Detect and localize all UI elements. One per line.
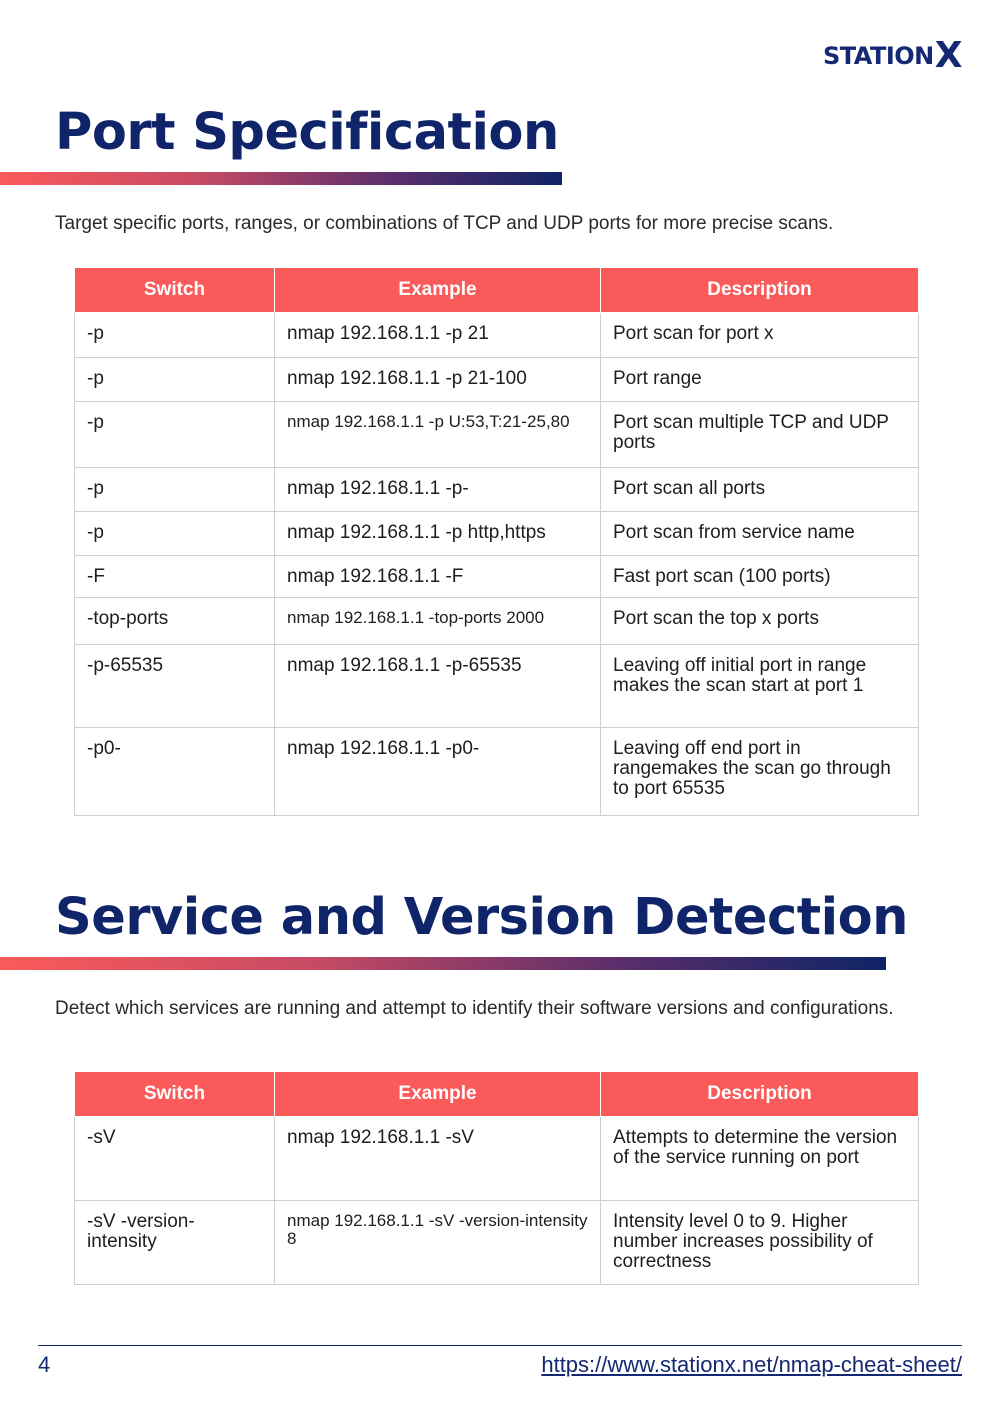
example-cell: nmap 192.168.1.1 -top-ports 2000 bbox=[275, 598, 601, 645]
service-detect-accent-bar bbox=[0, 957, 886, 970]
description-cell: Port scan multiple TCP and UDP ports bbox=[601, 402, 919, 468]
table-row bbox=[75, 358, 919, 402]
switch-cell: -p bbox=[75, 512, 275, 556]
description-cell: Port scan from service name bbox=[601, 512, 919, 556]
table-row bbox=[75, 313, 919, 358]
table-row bbox=[75, 1117, 919, 1201]
table-row bbox=[75, 402, 919, 468]
logo-x-mark: X bbox=[934, 35, 962, 76]
table-header-row bbox=[75, 1072, 919, 1117]
description-cell: Port scan for port x bbox=[601, 313, 919, 358]
footer-url-link[interactable]: https://www.stationx.net/nmap-cheat-sheet/ bbox=[541, 1352, 962, 1377]
table-row bbox=[75, 598, 919, 645]
example-cell: nmap 192.168.1.1 -p U:53,T:21-25,80 bbox=[275, 402, 601, 468]
description-cell: Port scan the top x ports bbox=[601, 598, 919, 645]
switch-cell: -p bbox=[75, 402, 275, 468]
switch-cell: -top-ports bbox=[75, 598, 275, 645]
description-cell: Attempts to determine the version of the service running on port bbox=[601, 1117, 919, 1201]
description-cell: Fast port scan (100 ports) bbox=[601, 556, 919, 598]
header-switch: Switch bbox=[75, 1072, 275, 1117]
example-cell: nmap 192.168.1.1 -sV bbox=[275, 1117, 601, 1201]
description-cell: Leaving off initial port in range makes the scan start at port 1 bbox=[601, 645, 919, 728]
header-example: Example bbox=[275, 1072, 601, 1117]
port-spec-table bbox=[74, 267, 919, 816]
example-cell: nmap 192.168.1.1 -sV -version-intensity 8 bbox=[275, 1201, 601, 1285]
table-row bbox=[75, 1201, 919, 1285]
service-detect-title: Service and Version Detection bbox=[55, 888, 908, 947]
table-row bbox=[75, 645, 919, 728]
switch-cell: -p bbox=[75, 313, 275, 358]
example-cell: nmap 192.168.1.1 -p0- bbox=[275, 728, 601, 816]
service-detect-table bbox=[74, 1071, 919, 1285]
switch-cell: -sV bbox=[75, 1117, 275, 1201]
service-detect-intro: Detect which services are running and attempt to identify their software versions and configurations. bbox=[55, 998, 894, 1019]
example-cell: nmap 192.168.1.1 -p http,https bbox=[275, 512, 601, 556]
description-cell: Leaving off end port in rangemakes the scan go through to port 65535 bbox=[601, 728, 919, 816]
port-spec-accent-bar bbox=[0, 172, 562, 185]
port-spec-intro: Target specific ports, ranges, or combinations of TCP and UDP ports for more precise scans. bbox=[55, 213, 834, 234]
example-cell: nmap 192.168.1.1 -p-65535 bbox=[275, 645, 601, 728]
switch-cell: -p-65535 bbox=[75, 645, 275, 728]
example-cell: nmap 192.168.1.1 -p 21 bbox=[275, 313, 601, 358]
example-cell: nmap 192.168.1.1 -p- bbox=[275, 468, 601, 512]
table-header-row bbox=[75, 268, 919, 313]
table-row bbox=[75, 556, 919, 598]
header-example: Example bbox=[275, 268, 601, 313]
description-cell: Port range bbox=[601, 358, 919, 402]
switch-cell: -p bbox=[75, 468, 275, 512]
header-description: Description bbox=[601, 1072, 919, 1117]
stationx-logo bbox=[822, 35, 962, 76]
table-row bbox=[75, 728, 919, 816]
example-cell: nmap 192.168.1.1 -p 21-100 bbox=[275, 358, 601, 402]
port-spec-title: Port Specification bbox=[55, 103, 559, 162]
header-description: Description bbox=[601, 268, 919, 313]
footer-divider bbox=[38, 1345, 962, 1346]
table-row bbox=[75, 512, 919, 556]
switch-cell: -sV -version-intensity bbox=[75, 1201, 275, 1285]
switch-cell: -F bbox=[75, 556, 275, 598]
switch-cell: -p0- bbox=[75, 728, 275, 816]
example-cell: nmap 192.168.1.1 -F bbox=[275, 556, 601, 598]
table-row bbox=[75, 468, 919, 512]
switch-cell: -p bbox=[75, 358, 275, 402]
description-cell: Intensity level 0 to 9. Higher number increases possibility of correctness bbox=[601, 1201, 919, 1285]
logo-text: STATION bbox=[822, 42, 934, 70]
header-switch: Switch bbox=[75, 268, 275, 313]
description-cell: Port scan all ports bbox=[601, 468, 919, 512]
page-number: 4 bbox=[38, 1352, 51, 1377]
